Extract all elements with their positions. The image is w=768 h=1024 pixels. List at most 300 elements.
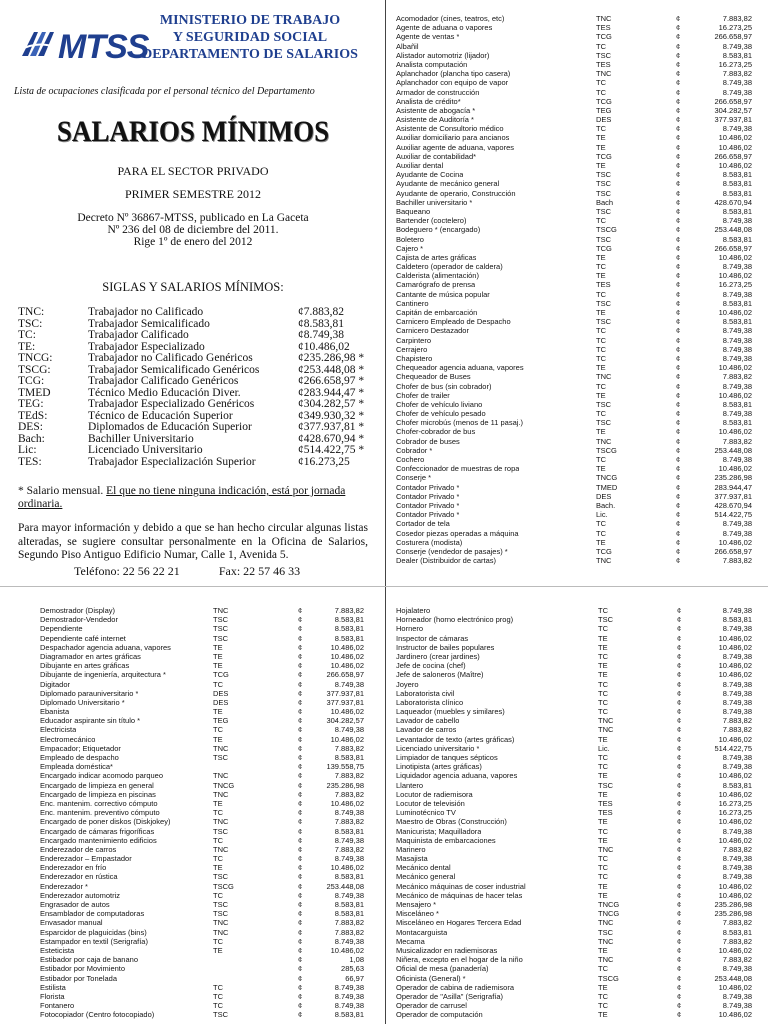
occupation-name: Operador de computación [396,1010,483,1020]
occupation-name: Caldetero (operador de caldera) [396,262,503,272]
occupation-code: DES [596,115,612,125]
occupation-salary: 377.937,81 [326,688,364,698]
occupation-code: TSCG [596,225,617,235]
occupation-salary: 7.883,82 [334,927,364,937]
occupation-name: Asistente de Auditoría * [396,115,474,125]
currency-symbol: ¢ [676,262,681,272]
currency-symbol: ¢ [676,271,681,281]
occupation-row [396,882,758,891]
occupation-code: TES [598,798,613,808]
occupation-row [396,680,758,689]
sigla-desc: Trabajador Calificado [88,329,189,341]
occupation-code: TE [598,982,608,992]
occupation-name: Florista [40,991,65,1001]
occupation-row [396,483,758,492]
sector-label: PARA EL SECTOR PRIVADO [117,164,269,178]
currency-symbol: ¢ [677,1010,682,1020]
occupation-row [396,464,758,473]
occupation-salary: 10.486,02 [718,142,752,152]
contact-phones [74,564,336,578]
occupation-code: TC [213,936,223,946]
occupation-row [40,992,380,1001]
occupation-salary: 10.486,02 [718,1010,752,1020]
occupation-salary: 8.749,38 [334,991,364,1001]
currency-symbol: ¢ [676,363,681,373]
occupation-code: TE [598,881,608,891]
occupation-name: Estibador por caja de banano [40,955,138,965]
occupation-code: TC [598,872,608,882]
occupation-row [40,918,380,927]
occupation-name: Dealer (Distribuidor de cartas) [396,556,497,566]
occupation-row [40,1001,380,1010]
occupation-row [40,781,380,790]
occupation-name: Cobrador de buses [396,436,460,446]
currency-symbol: ¢ [677,945,682,955]
occupation-salary: 428.670,94 [714,197,752,207]
occupation-code: TNC [596,372,612,382]
occupation-name: Envasador manual [40,918,103,928]
currency-symbol: ¢ [677,826,682,836]
currency-symbol: ¢ [676,243,681,253]
currency-symbol: ¢ [676,464,681,474]
occupation-code: DES [213,688,229,698]
occupation-salary: 8.749,38 [722,344,752,354]
occupation-code: DES [596,491,612,501]
occupation-salary: 10.486,02 [330,863,364,873]
occupation-salary: 8.749,38 [722,872,752,882]
occupation-salary: 10.486,02 [718,982,752,992]
occupation-name: Mecánico de máquinas de hacer telas [396,890,523,900]
occupation-name: Asistente de abogacía * [396,105,476,115]
occupation-row [396,670,758,679]
currency-symbol: ¢ [677,707,682,717]
currency-symbol: ¢ [676,519,681,529]
currency-symbol: ¢ [298,1001,303,1011]
occupation-code: TC [213,1001,223,1011]
currency-symbol: ¢ [677,606,682,615]
occupation-row [396,817,758,826]
occupation-name: Operador de carrusel [396,1001,467,1011]
occupation-name: Bachiller universitario * [396,197,473,207]
occupation-row [396,198,758,207]
occupation-code: TE [213,863,223,873]
occupation-code: TNC [598,918,614,928]
occupation-code: TSC [213,624,228,634]
occupation-name: Bodeguero * (encargado) [396,225,481,235]
occupation-salary: 253.448,08 [714,225,752,235]
occupation-salary: 8.583,81 [334,615,364,625]
occupation-name: Baqueano [396,206,431,216]
occupation-code: TNCG [598,900,620,909]
occupation-code: TC [598,624,608,634]
occupation-row [40,974,380,983]
currency-symbol: ¢ [298,679,303,689]
occupation-row [40,634,380,643]
currency-symbol: ¢ [676,455,681,464]
occupation-row [396,983,758,992]
sigla-desc: Diplomados de Educación Superior [88,421,252,433]
currency-symbol: ¢ [676,335,681,345]
occupation-code: TSCG [598,973,619,983]
occupation-salary: 8.749,38 [722,455,752,464]
currency-symbol: ¢ [298,753,303,762]
occupation-row [396,501,758,510]
occupation-code: TSC [596,188,611,198]
occupation-row [396,455,758,464]
currency-symbol: ¢ [676,510,681,520]
occupation-row [396,207,758,216]
occupation-salary: 7.883,82 [334,789,364,799]
occupation-list-b [40,606,380,1019]
occupation-salary: 7.883,82 [334,606,364,615]
currency-symbol: ¢ [677,817,682,827]
occupation-salary: 235.286,98 [714,900,752,909]
occupation-code: TC [596,326,606,336]
occupation-name: Diplomado parauniversitario * [40,688,139,698]
sigla-code: TSC: [18,317,43,330]
occupation-row [396,725,758,734]
occupation-name: Analista de crédito* [396,96,461,106]
occupation-code: TNC [598,844,614,854]
occupation-row [396,790,758,799]
occupation-salary: 7.883,82 [722,936,752,946]
occupation-row [396,556,758,565]
occupation-code: TC [598,991,608,1001]
occupation-row [396,492,758,501]
occupation-salary: 8.749,38 [722,707,752,717]
occupation-name: Auxiliar dental [396,161,444,170]
currency-symbol: ¢ [676,289,681,299]
occupation-salary: 10.486,02 [718,881,752,891]
occupation-code: TC [596,335,606,345]
occupation-salary: 16.273,25 [718,59,752,69]
occupation-code: TC [596,124,606,134]
occupation-name: Liquidador agencia aduana, vapores [396,771,518,781]
occupation-code: TSC [598,927,613,937]
ministry-name: MINISTERIO DE TRABAJO Y SEGURIDAD SOCIAL DEPARTAMENTO DE SALARIOS [142,13,358,62]
occupation-salary: 8.749,38 [722,1001,752,1011]
currency-symbol: ¢ [676,436,681,446]
currency-symbol: ¢ [677,642,682,652]
occupation-salary: 8.749,38 [334,854,364,864]
occupation-code: TE [213,642,223,652]
occupation-code: TSC [596,317,611,327]
currency-symbol: ¢ [676,308,681,317]
occupation-name: Acomodador (cines, teatros, etc) [396,14,505,23]
occupation-salary: 377.937,81 [326,697,364,707]
currency-symbol: ¢ [676,50,681,60]
occupation-name: Agente de ventas * [396,32,460,42]
occupation-row [396,854,758,863]
occupation-row [40,882,380,891]
occupation-row [396,937,758,946]
occupation-salary: 16.273,25 [718,808,752,818]
currency-symbol: ¢ [298,1010,303,1020]
occupation-salary: 8.749,38 [722,262,752,272]
currency-symbol: ¢ [298,771,303,781]
occupation-row [396,799,758,808]
currency-symbol: ¢ [298,973,303,983]
occupation-row [396,271,758,280]
occupation-name: Contador Privado * [396,491,460,501]
occupation-code: TE [213,707,223,717]
currency-symbol: ¢ [677,651,682,661]
occupation-name: Mecánico dental [396,863,451,873]
occupation-code: TMED [596,482,618,492]
occupation-name: Cantinero [396,298,429,308]
currency-symbol: ¢ [298,844,303,854]
occupation-row [396,615,758,624]
occupation-code: TNCG [596,473,618,483]
occupation-code: TE [213,798,223,808]
occupation-name: Inspector de cámaras [396,633,469,643]
occupation-code: TC [213,679,223,689]
sigla-desc: Bachiller Universitario [88,432,194,445]
occupation-row [396,345,758,354]
currency-symbol: ¢ [676,445,681,455]
occupation-name: Locutor de radiemisora [396,789,473,799]
occupation-row [396,216,758,225]
sigla-row [18,307,368,319]
sigla-code: TMED [18,386,51,399]
occupation-code: TC [598,707,608,717]
occupation-code: TNC [213,606,229,615]
occupation-row [396,253,758,262]
occupation-row [396,51,758,60]
occupation-name: Maquinista de embarcaciones [396,835,496,845]
occupation-code: TSC [213,633,228,643]
currency-symbol: ¢ [676,344,681,354]
occupation-salary: 8.749,38 [722,381,752,391]
occupation-salary: 8.749,38 [722,326,752,336]
occupation-salary: 8.583,81 [334,900,364,909]
occupation-row [40,744,380,753]
occupation-code: TNC [598,716,614,726]
occupation-code: TNC [598,955,614,965]
occupation-row [40,725,380,734]
occupation-row [40,845,380,854]
occupation-salary: 8.749,38 [722,528,752,538]
occupation-salary: 10.486,02 [330,661,364,671]
occupation-code: TSC [213,1010,228,1020]
sigla-value: ¢283.944,47 * [298,386,365,399]
occupation-row [396,863,758,872]
occupation-name: Despachador agencia aduana, vapores [40,642,171,652]
siglas-table [18,307,368,468]
occupation-name: Aplanchador con equipo de vapor [396,78,509,88]
occupation-code: TC [598,753,608,762]
occupation-code: TSC [213,872,228,882]
occupation-row [396,32,758,41]
occupation-salary: 7.883,82 [722,69,752,79]
occupation-code: TES [598,808,613,818]
occupation-name: Levantador de texto (artes gráficas) [396,734,515,744]
occupation-code: Lic. [598,743,610,753]
header [14,10,372,90]
currency-symbol: ¢ [676,115,681,125]
occupation-row [40,698,380,707]
occupation-row [40,643,380,652]
occupation-row [396,437,758,446]
occupation-name: Laqueador (muebles y similares) [396,707,505,717]
occupation-row [396,97,758,106]
occupation-name: Calderista (alimentación) [396,271,479,281]
currency-symbol: ¢ [677,863,682,873]
occupation-name: Diagramador en artes gráficas [40,651,141,661]
occupation-row [396,143,758,152]
occupation-salary: 139.558,75 [326,762,364,772]
sigla-desc: Trabajador Especialización Superior [88,455,256,468]
occupation-salary: 8.749,38 [334,679,364,689]
sigla-code: TNC: [18,306,45,318]
occupation-code: TSC [213,615,228,625]
occupation-salary: 10.486,02 [718,670,752,680]
occupation-row [396,827,758,836]
occupation-code: TNC [213,789,229,799]
occupation-salary: 7.883,82 [334,844,364,854]
sigla-desc: Trabajador no Calificado [88,306,204,318]
occupation-salary: 10.486,02 [718,771,752,781]
occupation-salary: 8.583,81 [722,50,752,60]
occupation-salary: 10.486,02 [718,890,752,900]
occupation-code: TSCG [213,881,234,891]
occupation-salary: 16.273,25 [718,798,752,808]
occupation-salary: 304.282,57 [714,105,752,115]
occupation-salary: 10.486,02 [718,390,752,400]
occupation-salary: 253.448,08 [714,973,752,983]
currency-symbol: ¢ [298,661,303,671]
occupation-name: Enderezador – Empastador [40,854,132,864]
currency-symbol: ¢ [298,780,303,790]
occupation-code: TSC [596,234,611,244]
currency-symbol: ¢ [677,982,682,992]
currency-symbol: ¢ [676,41,681,51]
currency-symbol: ¢ [676,418,681,428]
currency-symbol: ¢ [676,537,681,547]
occupation-row [396,538,758,547]
currency-symbol: ¢ [298,826,303,836]
occupation-salary: 10.486,02 [718,363,752,373]
occupation-row [40,652,380,661]
occupation-row [40,964,380,973]
currency-symbol: ¢ [677,936,682,946]
occupation-salary: 8.583,81 [722,418,752,428]
occupation-row [396,235,758,244]
occupation-row [396,891,758,900]
occupation-name: Mecánico general [396,872,456,882]
currency-symbol: ¢ [676,427,681,437]
occupation-salary: 8.749,38 [722,753,752,762]
occupation-name: Albañil [396,41,419,51]
occupation-salary: 10.486,02 [330,945,364,955]
occupation-code: TC [596,409,606,419]
occupation-name: Carnicero Destazador [396,326,469,336]
occupation-salary: 8.583,81 [722,399,752,409]
currency-symbol: ¢ [676,326,681,336]
occupation-code: TC [598,697,608,707]
occupation-row [396,354,758,363]
currency-symbol: ¢ [676,105,681,115]
currency-symbol: ¢ [676,188,681,198]
occupation-code: TC [598,826,608,836]
occupation-name: Misceláneo en Hogares Tercera Edad [396,918,522,928]
occupation-name: Dibujante en artes gráficas [40,661,130,671]
occupation-salary: 10.486,02 [718,271,752,281]
occupation-code: Lic. [596,510,608,520]
currency-symbol: ¢ [676,556,681,566]
occupation-code: TC [596,344,606,354]
occupation-list-a [396,14,758,565]
occupation-code: TNC [596,436,612,446]
occupation-name: Lavador de cabello [396,716,460,726]
occupation-salary: 8.749,38 [334,808,364,818]
occupation-name: Laboratorista civil [396,688,455,698]
occupation-code: TSC [213,909,228,919]
occupation-salary: 10.486,02 [718,817,752,827]
sigla-code: Bach: [18,432,45,445]
occupation-code: TE [213,734,223,744]
occupation-salary: 8.749,38 [722,606,752,615]
occupation-code: TE [598,734,608,744]
occupation-salary: 285,63 [341,964,364,974]
section-divider [0,586,768,587]
occupation-row [396,900,758,909]
occupation-salary: 7.883,82 [334,743,364,753]
occupation-code: TCG [596,151,612,161]
occupation-code: TNC [213,918,229,928]
occupation-code: TE [598,633,608,643]
occupation-name: Jardinero (crear jardines) [396,651,480,661]
occupation-row [40,707,380,716]
occupation-code: TNC [596,556,612,566]
occupation-name: Hojalatero [396,606,431,615]
sigla-value: ¢253.448,08 * [298,363,365,376]
occupation-code: TC [596,262,606,272]
currency-symbol: ¢ [676,473,681,483]
occupation-salary: 10.486,02 [718,133,752,143]
siglas-title: SIGLAS Y SALARIOS MÍNIMOS: [102,280,284,294]
occupation-salary: 8.749,38 [722,409,752,419]
occupation-name: Encargado de limpieza en general [40,780,154,790]
occupation-code: TE [596,142,606,152]
occupation-code: TES [596,280,611,290]
sigla-value: ¢16.273,25 [298,455,350,468]
fax: Fax: 22 57 46 33 [218,564,301,578]
currency-symbol: ¢ [298,651,303,661]
currency-symbol: ¢ [677,955,682,965]
main-title: SALARIOS MÍNIMOS [56,115,330,148]
occupation-name: Hornero [396,624,424,634]
occupation-name: Auxiliar domiciliario para ancianos [396,133,510,143]
occupation-row [40,872,380,881]
currency-symbol: ¢ [677,890,682,900]
occupation-row [396,308,758,317]
currency-symbol: ¢ [676,381,681,391]
occupation-salary: 16.273,25 [718,23,752,33]
currency-symbol: ¢ [298,707,303,717]
occupation-salary: 266.658,97 [714,32,752,42]
occupation-salary: 8.749,38 [334,936,364,946]
occupation-name: Encargado mantenimiento edificios [40,835,157,845]
occupation-salary: 10.486,02 [718,464,752,474]
occupation-name: Chofer-cobrador de bus [396,427,476,437]
currency-symbol: ¢ [298,835,303,845]
occupation-row [396,299,758,308]
occupation-code: TSC [596,50,611,60]
occupation-code: TE [598,670,608,680]
occupation-salary: 235.286,98 [714,473,752,483]
occupation-salary: 7.883,82 [334,771,364,781]
